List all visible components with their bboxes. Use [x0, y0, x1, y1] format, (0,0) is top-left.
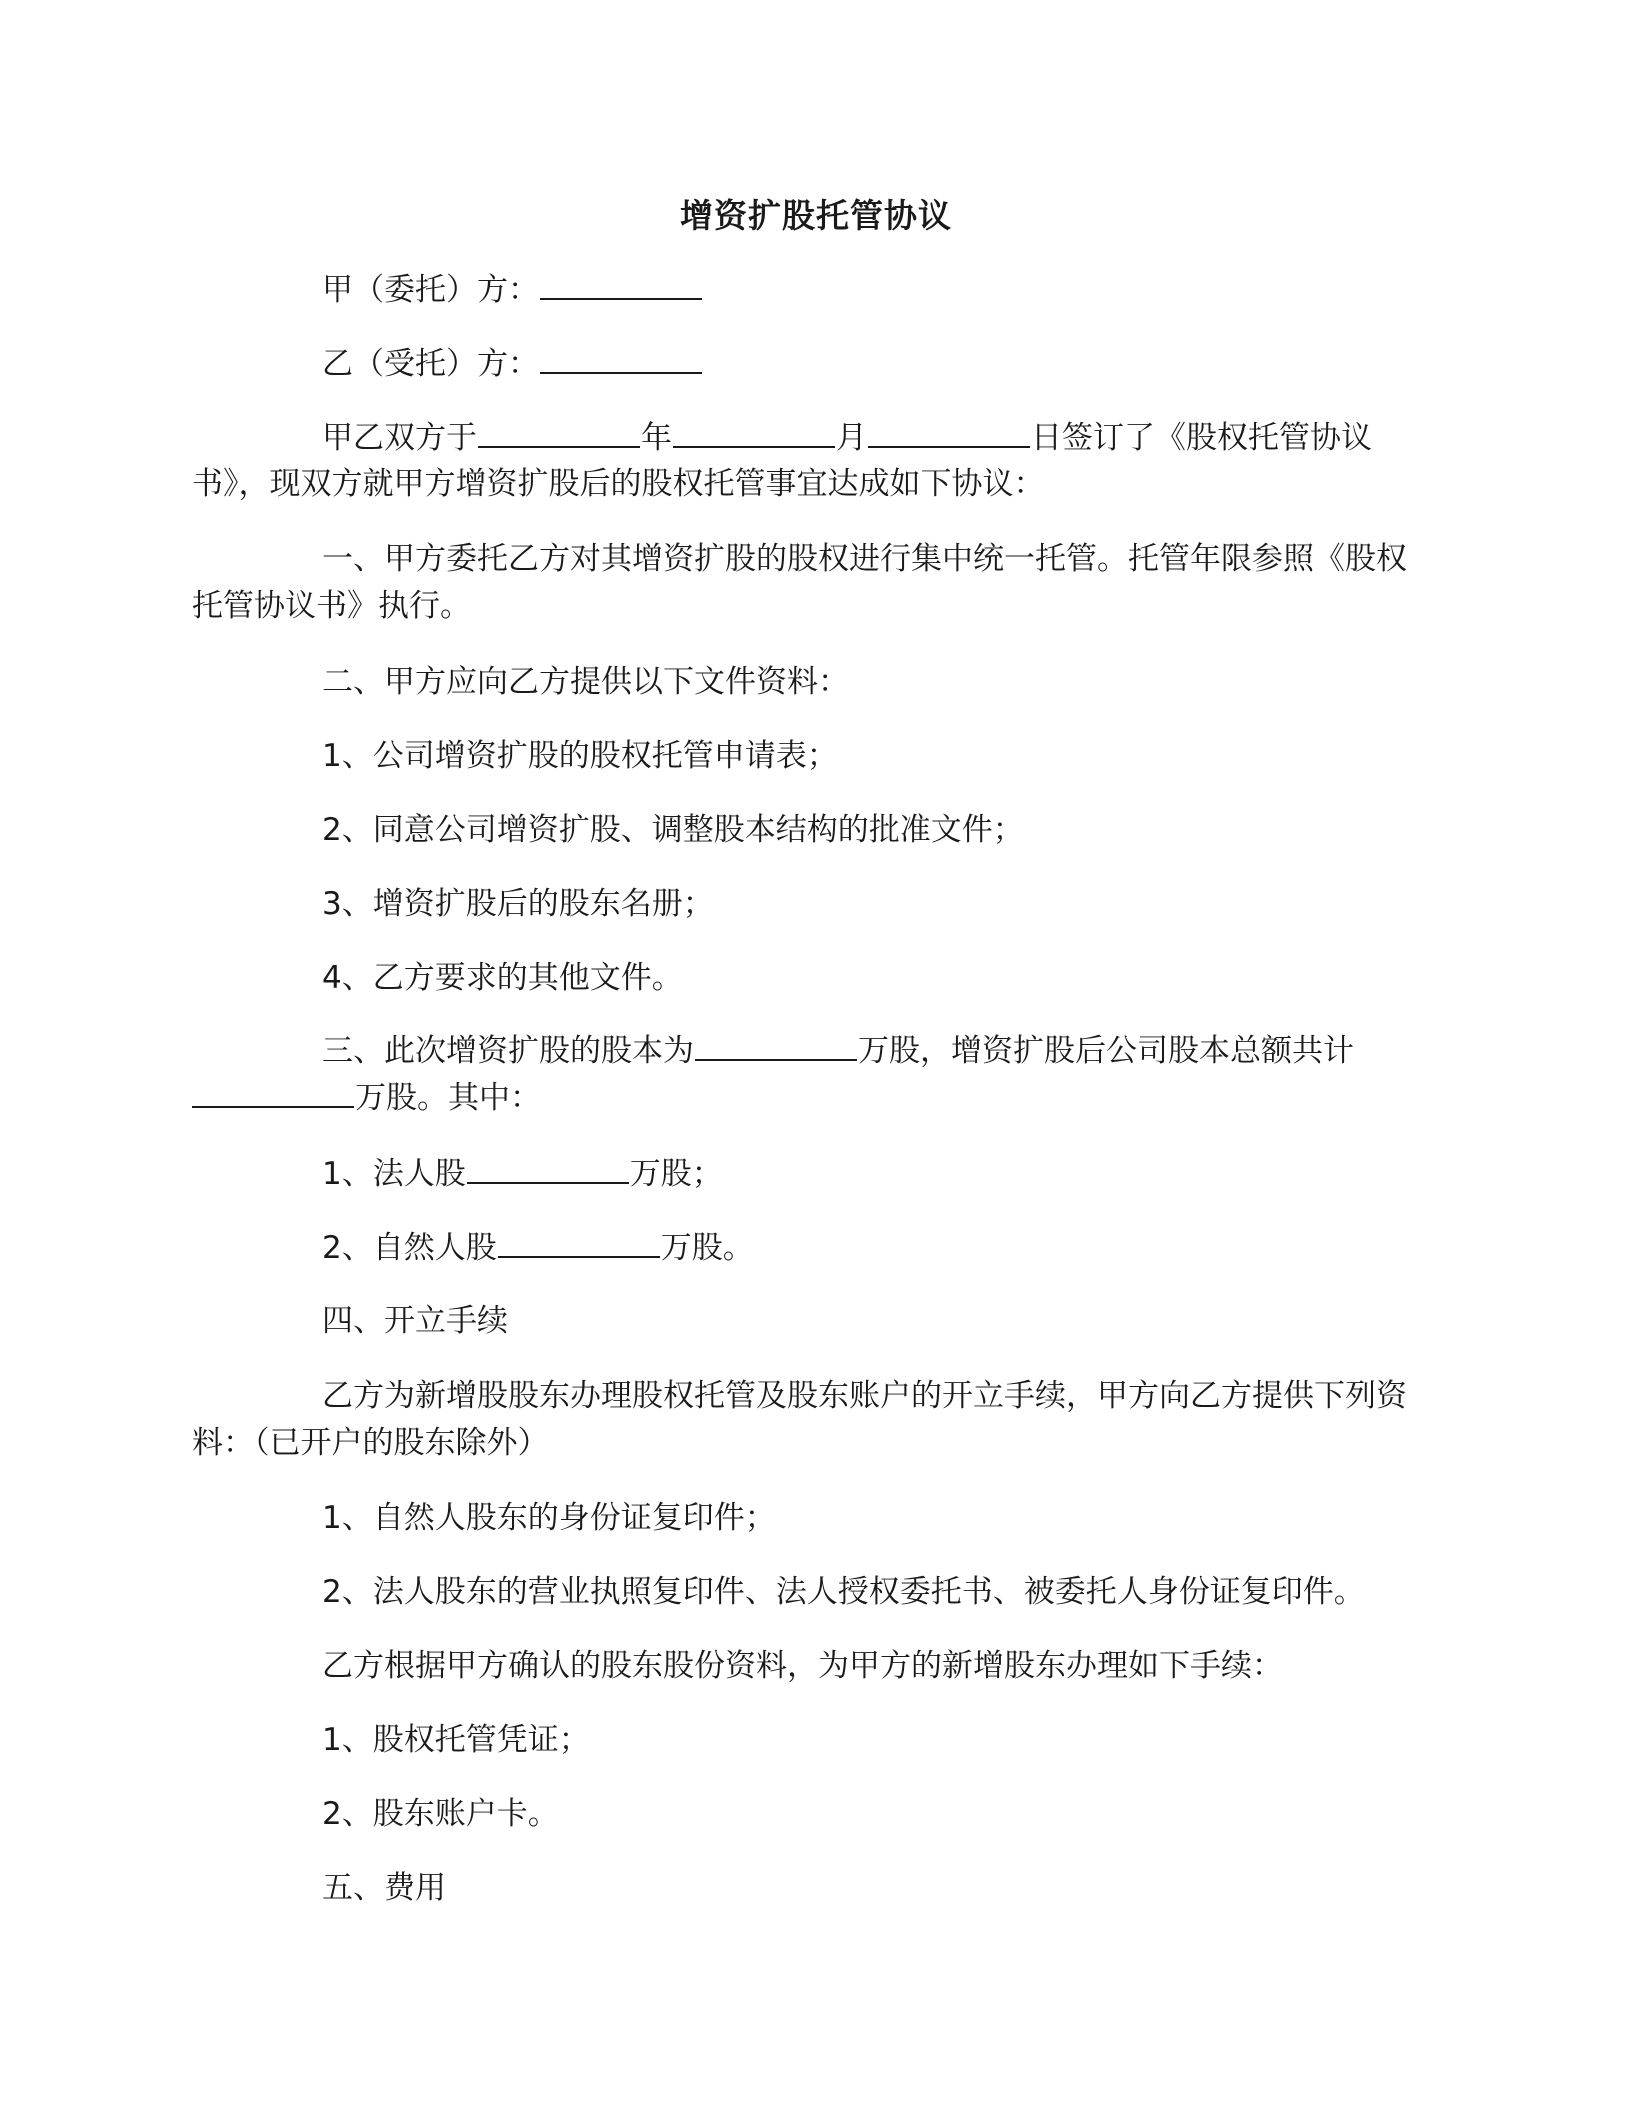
list-item: 1、自然人股东的身份证复印件；	[322, 1500, 776, 1536]
list-item: 3、增资扩股后的股东名册；	[322, 886, 714, 922]
section5-heading-text: 五、费用	[322, 1870, 446, 1906]
document-title: 增资扩股托管协议	[680, 196, 952, 235]
section4-heading	[192, 1297, 1452, 1345]
party-a-blank	[540, 268, 702, 300]
intro-text-1: 甲乙双方于	[322, 420, 477, 456]
section2-item-4	[192, 954, 1452, 1002]
section2-heading	[192, 658, 1452, 706]
party-b-label: 乙（受托）方：	[322, 346, 539, 382]
section4-heading-text: 四、开立手续	[322, 1303, 508, 1339]
section2-item-2	[192, 806, 1452, 854]
section3-item-1	[192, 1150, 1452, 1198]
legal-person-shares-label: 1、法人股	[322, 1156, 466, 1192]
list-item: 2、法人股东的营业执照复印件、法人授权委托书、被委托人身份证复印件。	[322, 1574, 1365, 1610]
year-blank	[478, 416, 640, 448]
section4-item-2	[192, 1568, 1452, 1616]
month-blank	[673, 416, 835, 448]
section5-heading	[192, 1864, 1452, 1912]
list-item: 2、同意公司增资扩股、调整股本结构的批准文件；	[322, 812, 1024, 848]
section3-text-2: 万股，增资扩股后公司股本总额共计	[858, 1033, 1354, 1069]
section2-item-1	[192, 732, 1452, 780]
section3-text-3: 万股。其中：	[355, 1080, 541, 1116]
legal-person-shares-blank	[467, 1152, 629, 1184]
list-item: 1、股权托管凭证；	[322, 1722, 590, 1758]
total-capital-blank	[192, 1076, 354, 1108]
section3-line-2	[192, 1074, 1452, 1122]
section4-item2-1	[192, 1716, 1452, 1764]
section4-para-line-2: 料：（已开户的股东除外）	[192, 1425, 549, 1461]
intro-text-year: 年	[641, 420, 672, 456]
section4-item2-2	[192, 1790, 1452, 1838]
intro-line-1	[192, 414, 1452, 462]
section3-text-1: 三、此次增资扩股的股本为	[322, 1033, 694, 1069]
section4-para-text: 乙方为新增股股东办理股权托管及股东账户的开立手续，甲方向乙方提供下列资	[322, 1378, 1407, 1414]
section4-para2	[192, 1642, 1452, 1690]
natural-person-shares-label: 2、自然人股	[322, 1230, 497, 1266]
day-blank	[868, 416, 1030, 448]
party-a-label: 甲（委托）方：	[322, 272, 539, 308]
share-capital-blank	[695, 1029, 857, 1061]
section4-para-line-1	[192, 1372, 1452, 1420]
list-item: 2、股东账户卡。	[322, 1796, 559, 1832]
section2-heading-text: 二、甲方应向乙方提供以下文件资料：	[322, 664, 849, 700]
section3-item-2	[192, 1224, 1452, 1272]
section3-line-1	[192, 1027, 1452, 1075]
section1-text-1: 一、甲方委托乙方对其增资扩股的股权进行集中统一托管。托管年限参照《股权	[322, 541, 1407, 577]
section4-item-1	[192, 1494, 1452, 1542]
natural-person-shares-blank	[498, 1226, 660, 1258]
party-b-blank	[540, 342, 702, 374]
intro-text-4: 日签订了《股权托管协议	[1031, 420, 1372, 456]
intro-line-2: 书》，现双方就甲方增资扩股后的股权托管事宜达成如下协议：	[192, 466, 1045, 502]
party-a-line	[192, 266, 1452, 314]
natural-person-shares-unit: 万股。	[660, 1230, 754, 1266]
legal-person-shares-unit: 万股；	[629, 1156, 723, 1192]
party-b-line	[192, 340, 1452, 388]
section1-line-2: 托管协议书》执行。	[192, 588, 471, 624]
section4-para2-text: 乙方根据甲方确认的股东股份资料，为甲方的新增股东办理如下手续：	[322, 1648, 1283, 1684]
list-item: 4、乙方要求的其他文件。	[322, 960, 683, 996]
intro-text-month: 月	[836, 420, 867, 456]
section2-item-3	[192, 880, 1452, 928]
list-item: 1、公司增资扩股的股权托管申请表；	[322, 738, 838, 774]
section1-line-1	[192, 535, 1452, 583]
